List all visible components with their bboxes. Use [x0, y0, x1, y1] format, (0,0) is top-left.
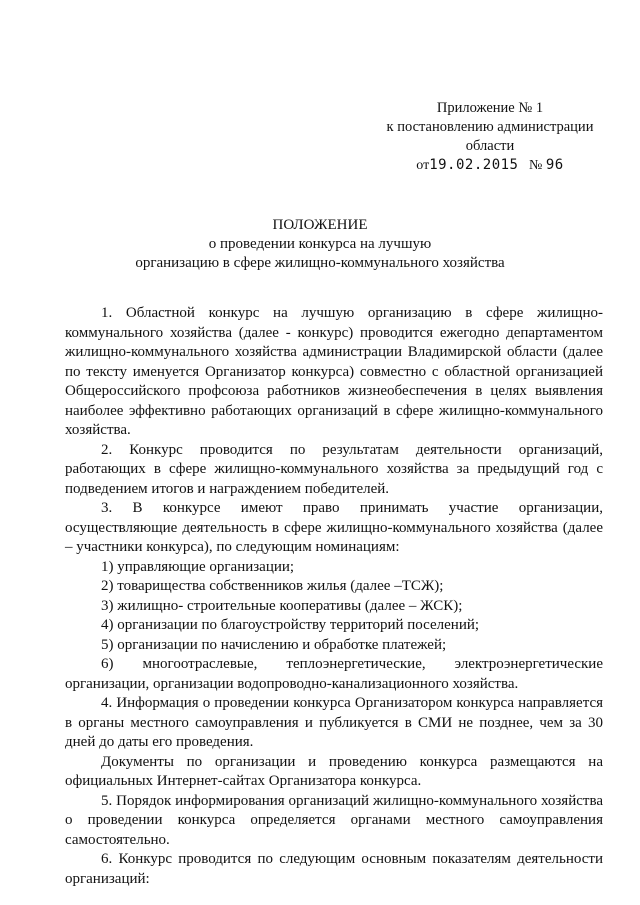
paragraph-5: 5. Порядок информирования организаций жилищно-коммунального хозяйства о проведении конкурса определяется органами местного самоуправления самостоятельно. [65, 792, 603, 848]
paragraph-3: 3. В конкурсе имеют право принимать участие организации, осуществляющие деятельность в сфере жилищно-коммунального хозяйства (далее – участники конкурса), по следующим номинациям: [65, 500, 603, 555]
list-item: 1) управляющие организации; [101, 558, 295, 575]
document-body [65, 304, 603, 889]
handwritten-date: 19.02.2015 [429, 157, 519, 173]
paragraph-2: 2. Конкурс проводится по результатам деятельности организаций, работающих в сфере жилищно-коммунального хозяйства за предыдущий год с подведением итогов и награждением победителей. [65, 441, 603, 497]
number-prefix: № [529, 158, 543, 173]
appendix-date-line [375, 156, 605, 175]
title-subline-1: о проведении конкурса на лучшую [208, 236, 432, 252]
handwritten-number: 96 [545, 157, 564, 173]
paragraph-6: 6. Конкурс проводится по следующим основным показателям деятельности организаций: [65, 851, 603, 887]
list-item-6: 6) многоотраслевые, теплоэнергетические, электроэнергетические организации, организации водопроводно-канализационного хозяйства. [65, 656, 603, 692]
title-heading: ПОЛОЖЕНИЕ [272, 217, 368, 233]
list-item: 2) товарищества собственников жилья (далее –ТСЖ); [101, 578, 444, 594]
appendix-title: Приложение № 1 [436, 100, 544, 116]
title-subline-2: организацию в сфере жилищно-коммунального хозяйства [135, 255, 505, 271]
list-item: 3) жилищно- строительные кооперативы (далее – ЖСК); [101, 597, 463, 614]
paragraph-4-documents: Документы по организации и проведению конкурса размещаются на официальных Интернет-сайтах Организатора конкурса. [65, 753, 603, 789]
appendix-header [375, 99, 605, 175]
date-prefix: от [416, 158, 430, 173]
list-item: 5) организации по начислению и обработке платежей; [101, 636, 447, 653]
appendix-region: области [465, 138, 515, 154]
list-item: 4) организации по благоустройству территорий поселений; [101, 617, 480, 633]
paragraph-1: 1. Областной конкурс на лучшую организацию в сфере жилищно-коммунального хозяйства (далее - конкурс) проводится ежегодно департаментом жилищно-коммунального хозяйства администрации Владимирской области (далее по тексту именуется Организатор конкурса) совместно с областной организацией Общероссийского профсоюза работников жизнеобеспечения в целях выявления наиболее эффективно работающих организаций в сфере жилищно-коммунального хозяйства. [65, 305, 603, 438]
document-title [0, 216, 640, 273]
paragraph-4: 4. Информация о проведении конкурса Организатором конкурса направляется в органы местного самоуправления и публикуется в СМИ не позднее, чем за 30 дней до даты его проведения. [65, 695, 603, 750]
appendix-reference: к постановлению администрации [386, 119, 594, 135]
